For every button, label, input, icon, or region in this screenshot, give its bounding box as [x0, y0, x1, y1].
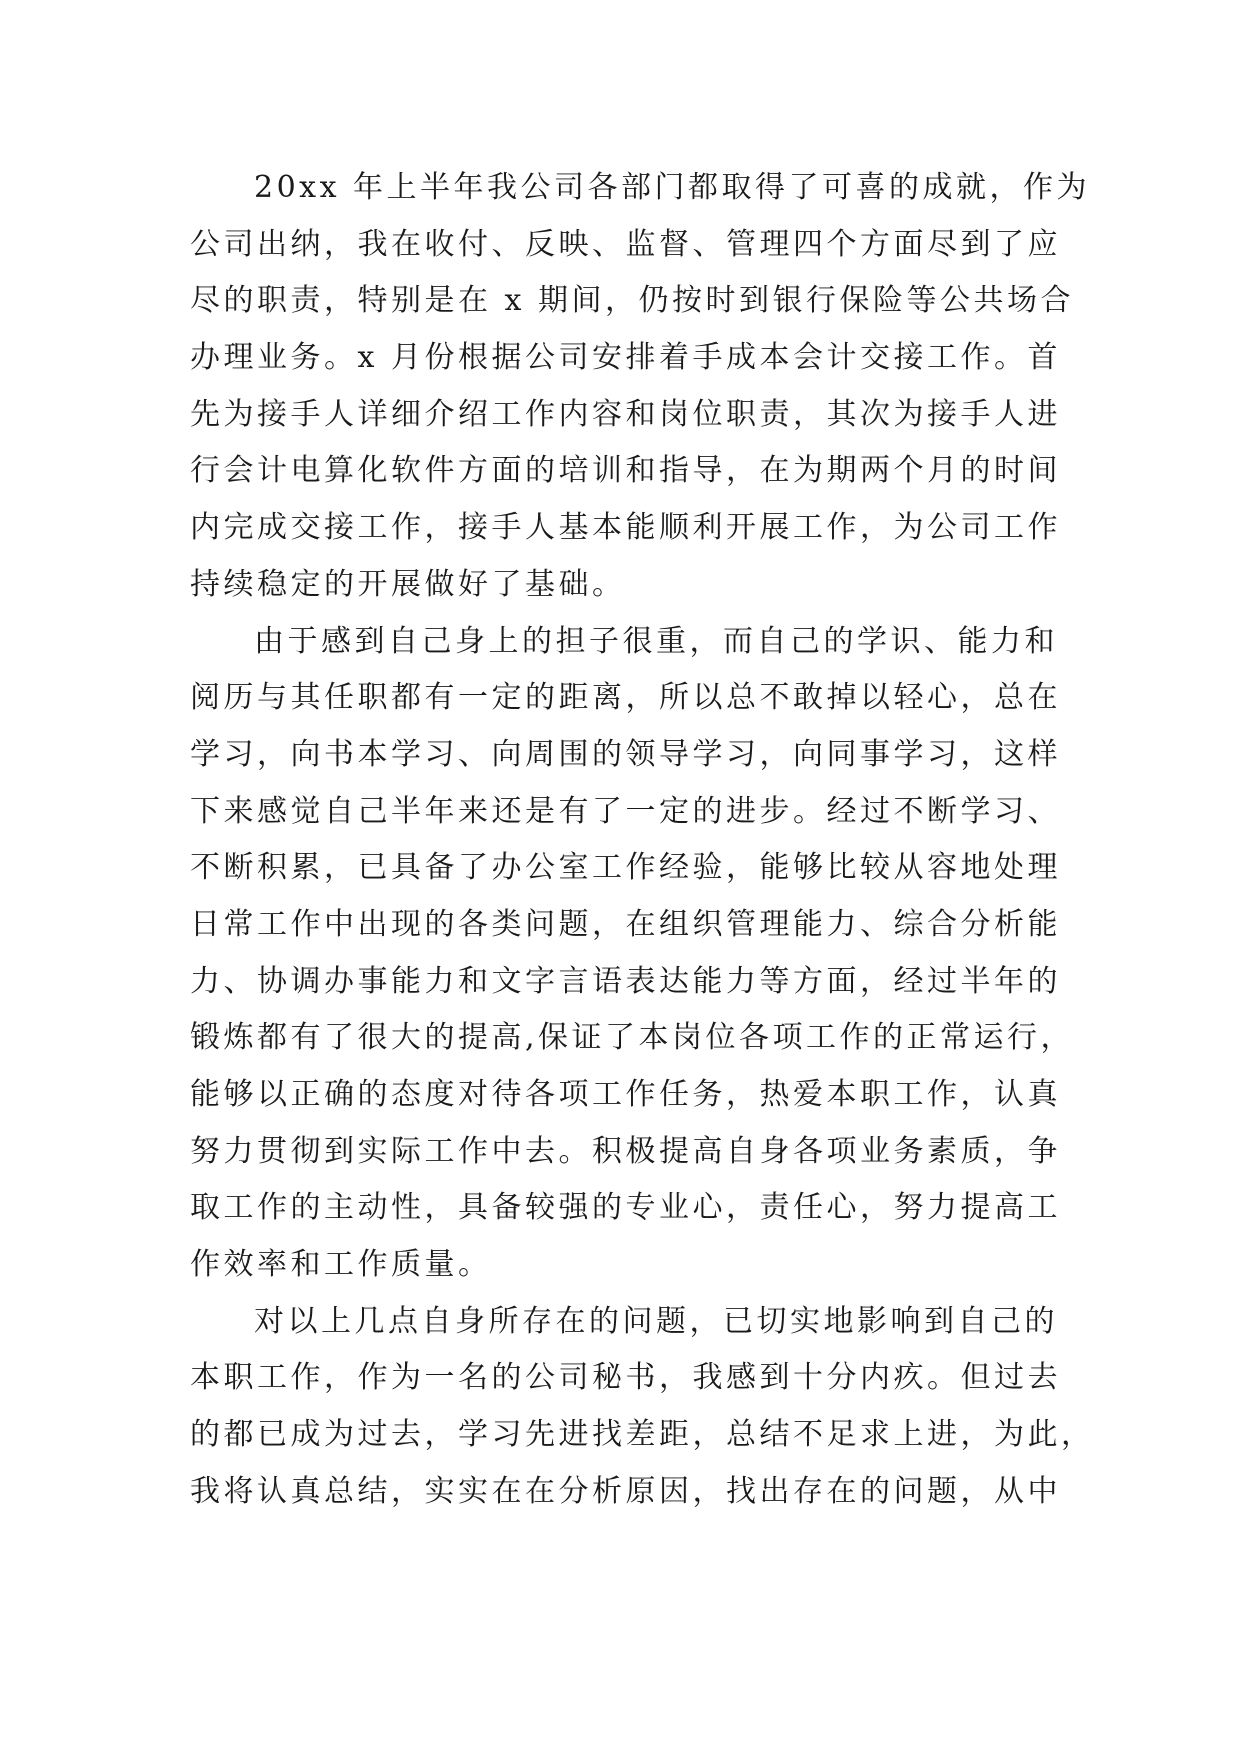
- text-line: 我将认真总结，实实在在分析原因，找出存在的问题，从中: [190, 1473, 1061, 1509]
- text-line: 的都已成为过去，学习先进找差距，总结不足求上进，为此，: [190, 1417, 1095, 1453]
- text-line: 取工作的主动性，具备较强的专业心，责任心，努力提高工: [190, 1190, 1061, 1226]
- text-line: 阅历与其任职都有一定的距离，所以总不敢掉以轻心，总在: [190, 680, 1061, 716]
- text-line: 作效率和工作质量。: [190, 1247, 492, 1283]
- text-line: 尽的职责，特别是在 x 期间，仍按时到银行保险等公共场合: [190, 283, 1074, 319]
- text-line: 学习，向书本学习、向周围的领导学习，向同事学习，这样: [190, 736, 1061, 772]
- document-body: [190, 160, 1095, 1521]
- text-line: 日常工作中出现的各类问题，在组织管理能力、综合分析能: [190, 906, 1061, 942]
- text-line: 不断积累，已具备了办公室工作经验，能够比较从容地处理: [190, 850, 1061, 886]
- text-line: 由于感到自己身上的担子很重，而自己的学识、能力和: [254, 623, 1058, 659]
- text-line: 内完成交接工作，接手人基本能顺利开展工作，为公司工作: [190, 510, 1061, 546]
- text-line: 能够以正确的态度对待各项工作任务，热爱本职工作，认真: [190, 1077, 1061, 1112]
- text-line: 力、协调办事能力和文字言语表达能力等方面，经过半年的: [190, 963, 1061, 999]
- text-line: 行会计电算化软件方面的培训和指导，在为期两个月的时间: [190, 453, 1061, 489]
- text-line: 锻炼都有了很大的提高,保证了本岗位各项工作的正常运行，: [190, 1020, 1075, 1056]
- text-line: 20xx 年上半年我公司各部门都取得了可喜的成就，作为: [254, 170, 1091, 205]
- text-line: 努力贯彻到实际工作中去。积极提高自身各项业务素质，争: [190, 1133, 1061, 1169]
- text-line: 办理业务。x 月份根据公司安排着手成本会计交接工作。首: [190, 340, 1061, 376]
- text-line: 持续稳定的开展做好了基础。: [190, 566, 626, 602]
- text-line: 公司出纳，我在收付、反映、监督、管理四个方面尽到了应: [190, 226, 1061, 262]
- text-line: 先为接手人详细介绍工作内容和岗位职责，其次为接手人进: [190, 396, 1061, 432]
- text-line: 本职工作，作为一名的公司秘书，我感到十分内疚。但过去: [190, 1360, 1061, 1396]
- text-line: 对以上几点自身所存在的问题，已切实地影响到自己的: [254, 1303, 1058, 1339]
- text-line: 下来感觉自己半年来还是有了一定的进步。经过不断学习、: [190, 793, 1061, 829]
